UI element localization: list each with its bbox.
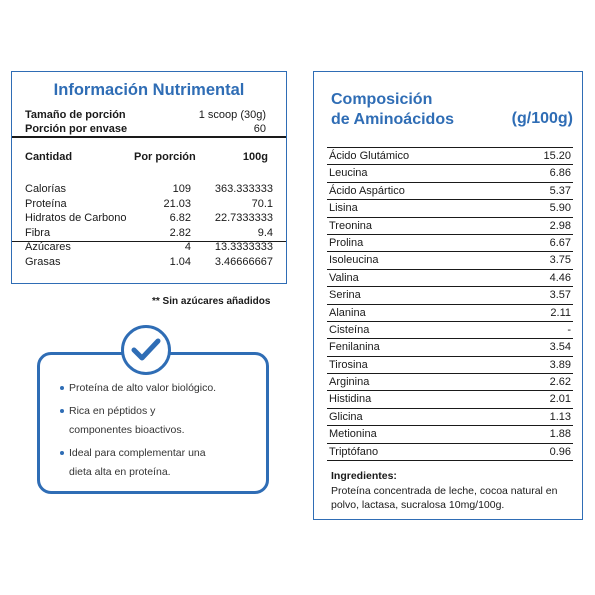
- amino-row: [327, 270, 573, 287]
- amino-name: Ácido Glutámico: [329, 150, 410, 162]
- amino-row: [327, 409, 573, 426]
- nutrition-row: [12, 241, 286, 256]
- nutrient-per-serving: 4: [184, 241, 191, 253]
- ingredients-label: Ingredientes:: [331, 470, 397, 482]
- amino-row: [327, 165, 573, 182]
- amino-value: 6.86: [549, 167, 571, 180]
- amino-name: Histidina: [329, 393, 372, 406]
- amino-row: [327, 322, 573, 339]
- nutrient-per-100g: 22.7333333: [214, 212, 273, 224]
- amino-row: [327, 305, 573, 322]
- nutrient-per-serving: 21.03: [163, 197, 191, 210]
- benefit-line: dieta alta en proteína.: [69, 466, 171, 478]
- amino-name: Valina: [329, 271, 359, 284]
- benefits-list: [60, 379, 256, 486]
- amino-name: Ácido Aspártico: [329, 184, 405, 197]
- servings-per-container-row: [25, 123, 266, 135]
- amino-name: Prolina: [329, 236, 364, 249]
- amino-name: Serina: [329, 289, 361, 302]
- amino-row: [327, 235, 573, 252]
- divider-thick: [12, 136, 286, 138]
- nutrition-row: [12, 256, 286, 271]
- amino-value: -: [567, 323, 571, 336]
- amino-row: [327, 374, 573, 391]
- amino-value: 0.96: [549, 445, 571, 458]
- benefit-line: Rica en péptidos y: [69, 405, 156, 417]
- benefit-item: [60, 379, 256, 398]
- amino-value: 2.98: [549, 219, 571, 232]
- amino-title-line2: de Aminoácidos: [331, 111, 454, 128]
- amino-name: Tirosina: [329, 358, 368, 371]
- nutrient-name: Azúcares: [25, 241, 71, 253]
- amino-value: 6.67: [549, 236, 571, 249]
- nutrition-row: [12, 198, 286, 213]
- amino-value: 3.54: [549, 341, 571, 354]
- nutrient-per-100g: 3.46666667: [214, 255, 273, 268]
- nutrient-name: Fibra: [25, 226, 51, 239]
- nutrient-name: Calorías: [25, 183, 66, 195]
- amino-name: Triptófano: [329, 445, 379, 458]
- amino-table: [327, 147, 573, 461]
- nutrition-row: [12, 183, 286, 198]
- nutrition-title: Información Nutrimental: [53, 81, 245, 99]
- amino-row: [327, 444, 573, 461]
- serving-size-row: [25, 109, 266, 121]
- amino-row: [327, 339, 573, 356]
- amino-acid-panel: [313, 71, 583, 520]
- amino-name: Leucina: [329, 167, 368, 180]
- amino-value: 5.37: [549, 184, 571, 197]
- amino-row: [327, 218, 573, 235]
- serving-size-value: 1 scoop (30g): [198, 109, 266, 121]
- amino-value: 1.13: [549, 410, 571, 423]
- nutrient-name: Grasas: [25, 255, 61, 268]
- benefit-line: Proteína de alto valor biológico.: [69, 382, 217, 394]
- amino-name: Metionina: [329, 428, 377, 441]
- amino-value: 15.20: [543, 150, 571, 162]
- servings-label: Porción por envase: [25, 123, 128, 135]
- check-icon: [121, 325, 171, 375]
- amino-value: 4.46: [549, 271, 571, 284]
- benefit-line: componentes bioactivos.: [69, 424, 185, 436]
- nutrition-row: [12, 227, 286, 242]
- no-added-sugar-note: ** Sin azúcares añadidos: [152, 296, 271, 307]
- serving-size-label: Tamaño de porción: [25, 109, 126, 121]
- nutrient-per-100g: 9.4: [257, 226, 273, 239]
- amino-value: 3.89: [549, 358, 571, 371]
- ingredients-text: Proteína concentrada de leche, cocoa natural en polvo, lactasa, sucralosa 10mg/100g.: [331, 485, 558, 511]
- nutrition-rows: [12, 183, 286, 270]
- nutrition-row: [12, 212, 286, 227]
- amino-name: Cisteína: [329, 323, 370, 336]
- nutrient-per-100g: 70.1: [251, 197, 273, 210]
- amino-title: [331, 90, 454, 130]
- nutrient-per-100g: 13.3333333: [214, 241, 273, 253]
- amino-name: Lisina: [329, 202, 358, 215]
- nutrient-name: Proteína: [25, 197, 67, 210]
- benefit-item: [60, 402, 256, 440]
- nutrient-per-serving: 1.04: [169, 255, 191, 268]
- amino-row: [327, 357, 573, 374]
- nutrient-per-serving: 2.82: [169, 226, 191, 239]
- nutrition-facts-panel: [11, 71, 287, 284]
- amino-row: [327, 148, 573, 165]
- amino-row: [327, 200, 573, 217]
- amino-name: Isoleucina: [329, 254, 379, 267]
- header-quantity: Cantidad: [25, 151, 73, 163]
- amino-value: 2.01: [549, 393, 571, 406]
- amino-title-line1: Composición: [331, 91, 433, 108]
- amino-value: 5.90: [549, 202, 571, 215]
- amino-name: Treonina: [329, 219, 373, 232]
- nutrient-per-serving: 109: [172, 183, 191, 195]
- nutrient-per-100g: 363.333333: [214, 183, 273, 195]
- amino-value: 2.62: [549, 376, 571, 389]
- amino-row: [327, 287, 573, 304]
- header-per-serving: Por porción: [134, 151, 196, 163]
- amino-unit: (g/100g): [511, 110, 573, 127]
- amino-row: [327, 183, 573, 200]
- amino-name: Fenilanina: [329, 341, 380, 354]
- nutrient-per-serving: 6.82: [169, 212, 191, 224]
- benefit-item: [60, 444, 256, 482]
- nutrient-name: Hidratos de Carbono: [25, 212, 127, 224]
- amino-value: 2.11: [550, 306, 571, 319]
- amino-row: [327, 391, 573, 408]
- header-per-100g: 100g: [242, 151, 268, 163]
- amino-name: Alanina: [329, 306, 366, 319]
- amino-value: 3.57: [549, 289, 571, 302]
- amino-name: Glicina: [329, 410, 363, 423]
- amino-value: 3.75: [549, 254, 571, 267]
- servings-value: 60: [253, 123, 266, 135]
- benefit-line: Ideal para complementar una: [69, 447, 206, 459]
- amino-row: [327, 252, 573, 269]
- amino-name: Arginina: [329, 376, 370, 389]
- amino-value: 1.88: [549, 428, 571, 441]
- amino-row: [327, 426, 573, 443]
